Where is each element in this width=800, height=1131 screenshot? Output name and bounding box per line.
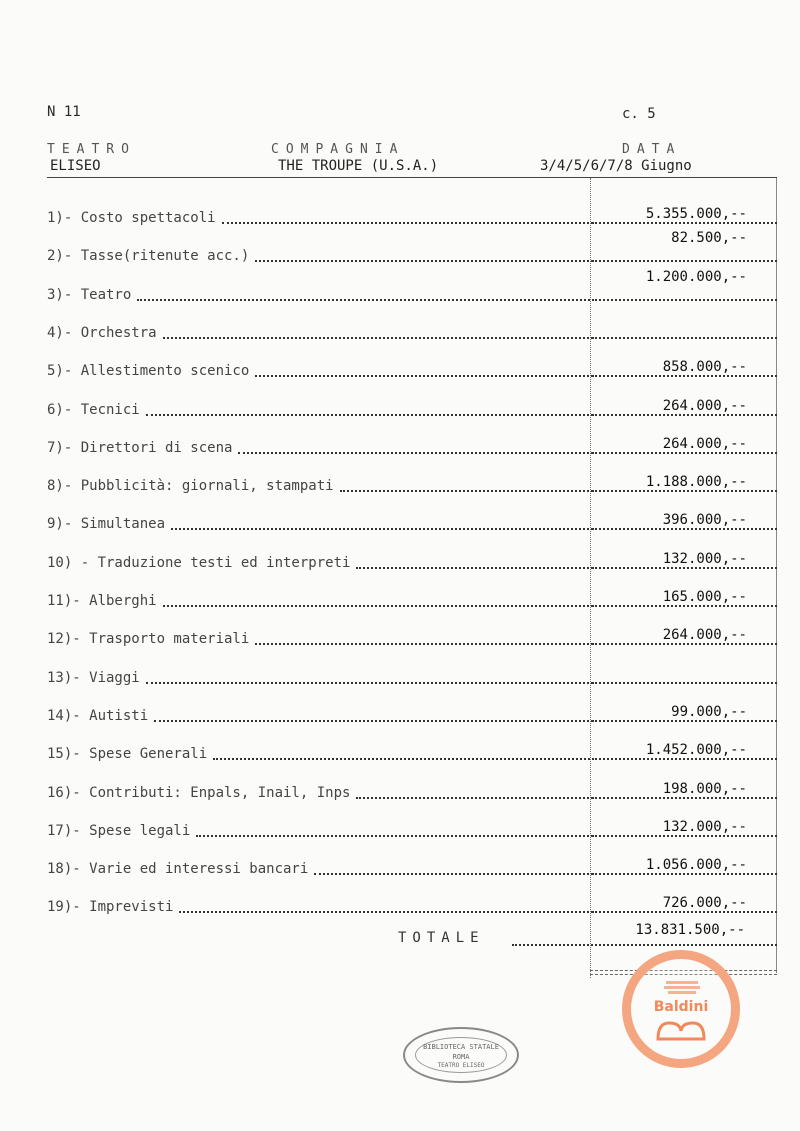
expense-label: 10) - Traduzione testi ed interpreti <box>47 554 351 571</box>
leader-dots <box>356 567 597 569</box>
compagnia-value: THE TROUPE (U.S.A.) <box>278 158 439 174</box>
leader-dots <box>255 260 597 262</box>
expense-amount: 82.500,-- <box>671 230 747 247</box>
expense-amount: 132.000,-- <box>662 818 747 835</box>
expense-label: 18)- Varie ed interessi bancari <box>47 861 309 878</box>
expense-label: 11)- Alberghi <box>47 593 157 609</box>
expense-amount: 198.000,-- <box>662 780 747 797</box>
amount-leader-dots <box>592 567 777 569</box>
expense-row <box>47 392 777 422</box>
leader-dots <box>146 414 597 416</box>
data-value: 3/4/5/6/7/8 Giugno <box>540 158 692 174</box>
expense-row <box>47 506 777 536</box>
amount-leader-dots <box>592 375 777 377</box>
amount-leader-dots <box>592 528 777 530</box>
leader-dots <box>179 911 597 913</box>
amount-leader-dots <box>592 337 777 339</box>
expense-row <box>47 200 777 230</box>
totale-amount: 13.831.500,-- <box>635 922 745 938</box>
expense-label: 6)- Tecnici <box>47 401 140 418</box>
leader-dots <box>222 222 597 224</box>
amount-leader-dots <box>592 797 777 799</box>
expense-amount: 165.000,-- <box>662 589 747 605</box>
expense-label: 17)- Spese legali <box>47 822 191 839</box>
amount-leader-dots <box>592 835 777 837</box>
leader-dots <box>255 643 597 645</box>
expense-row <box>47 315 777 345</box>
expense-label: 2)- Tasse(ritenute acc.) <box>47 248 250 265</box>
expense-row <box>47 430 777 460</box>
stamp-line-2: ROMA <box>452 1053 470 1061</box>
expense-row <box>47 230 777 268</box>
expense-label: 1)- Costo spettacoli <box>47 210 216 226</box>
expense-label: 15)- Spese Generali <box>47 746 208 763</box>
leader-dots <box>238 452 597 454</box>
expense-row <box>47 621 777 651</box>
amount-leader-dots <box>592 911 777 913</box>
expense-amount: 396.000,-- <box>662 512 747 529</box>
expense-label: 13)- Viaggi <box>47 669 140 686</box>
expense-amount: 1.056.000,-- <box>645 857 747 874</box>
expense-amount: 264.000,-- <box>662 397 747 414</box>
expense-label: 9)- Simultanea <box>47 516 166 533</box>
expense-amount: 264.000,-- <box>662 627 747 644</box>
expense-row <box>47 698 777 728</box>
expense-label: 16)- Contributi: Enpals, Inail, Inps <box>47 784 351 801</box>
leader-dots <box>146 682 597 684</box>
amount-leader-dots <box>592 452 777 454</box>
expense-row <box>47 353 777 383</box>
expense-row <box>47 583 777 613</box>
data-label: DATA <box>622 142 682 157</box>
amount-leader-dots <box>592 490 777 492</box>
leader-dots <box>163 337 597 339</box>
library-books-icon <box>658 977 708 999</box>
amount-leader-dots <box>592 605 777 607</box>
compagnia-label: COMPAGNIA <box>271 142 405 157</box>
header-rule <box>47 177 777 178</box>
leader-dots <box>255 375 597 377</box>
leader-dots <box>196 835 597 837</box>
expense-label: 8)- Pubblicità: giornali, stampati <box>47 478 334 495</box>
amount-leader-dots <box>592 873 777 875</box>
leader-dots <box>137 299 597 301</box>
leader-dots <box>356 797 597 799</box>
amount-leader-dots <box>592 260 777 262</box>
expense-label: 3)- Teatro <box>47 286 132 303</box>
expense-amount: 99.000,-- <box>671 703 747 720</box>
amount-leader-dots <box>592 414 777 416</box>
leader-dots <box>213 758 597 760</box>
expense-row <box>47 268 777 307</box>
sheet-number: N 11 <box>47 104 81 120</box>
expense-row <box>47 775 777 805</box>
expense-amount: 5.355.000,-- <box>645 206 747 222</box>
folio-number: c. 5 <box>622 106 656 122</box>
expense-label: 14)- Autisti <box>47 707 149 724</box>
expense-amount: 132.000,-- <box>662 550 747 567</box>
teatro-value: ELISEO <box>50 158 101 174</box>
amount-leader-dots <box>592 758 777 760</box>
library-stamp <box>403 1027 519 1083</box>
expense-row <box>47 660 777 690</box>
totale-leader-dots <box>512 944 777 946</box>
leader-dots <box>154 720 597 722</box>
amount-leader-dots <box>592 643 777 645</box>
expense-label: 12)- Trasporto materiali <box>47 631 250 648</box>
expense-row <box>47 813 777 843</box>
leader-dots <box>314 873 597 875</box>
expense-label: 7)- Direttori di scena <box>47 439 233 456</box>
baldini-logo <box>622 950 740 1068</box>
leader-dots <box>171 528 597 530</box>
expense-amount: 858.000,-- <box>662 359 747 376</box>
expense-row <box>47 736 777 766</box>
amount-leader-dots <box>592 222 777 224</box>
expense-amount: 1.452.000,-- <box>645 742 747 759</box>
amount-leader-dots <box>592 720 777 722</box>
expense-label: 4)- Orchestra <box>47 324 157 341</box>
expense-row <box>47 889 777 919</box>
stamp-line-1: BIBLIOTECA STATALE <box>423 1043 499 1051</box>
totale-label: TOTALE <box>398 930 485 946</box>
open-book-icon <box>655 1017 707 1043</box>
amount-leader-dots <box>592 682 777 684</box>
expense-amount: 1.200.000,-- <box>645 268 747 285</box>
leader-dots <box>163 605 597 607</box>
expense-amount: 264.000,-- <box>662 435 747 452</box>
stamp-line-3: TEATRO ELISEO <box>437 1062 485 1069</box>
expense-amount: 1.188.000,-- <box>645 474 747 491</box>
expense-amount: 726.000,-- <box>662 895 747 912</box>
amount-leader-dots <box>592 299 777 301</box>
expense-label: 19)- Imprevisti <box>47 899 174 916</box>
expense-row <box>47 851 777 881</box>
expense-row <box>47 468 777 498</box>
teatro-label: TEATRO <box>47 142 136 157</box>
logo-text: Baldini <box>653 999 709 1015</box>
expense-label: 5)- Allestimento scenico <box>47 363 250 380</box>
leader-dots <box>340 490 597 492</box>
expense-row <box>47 545 777 575</box>
